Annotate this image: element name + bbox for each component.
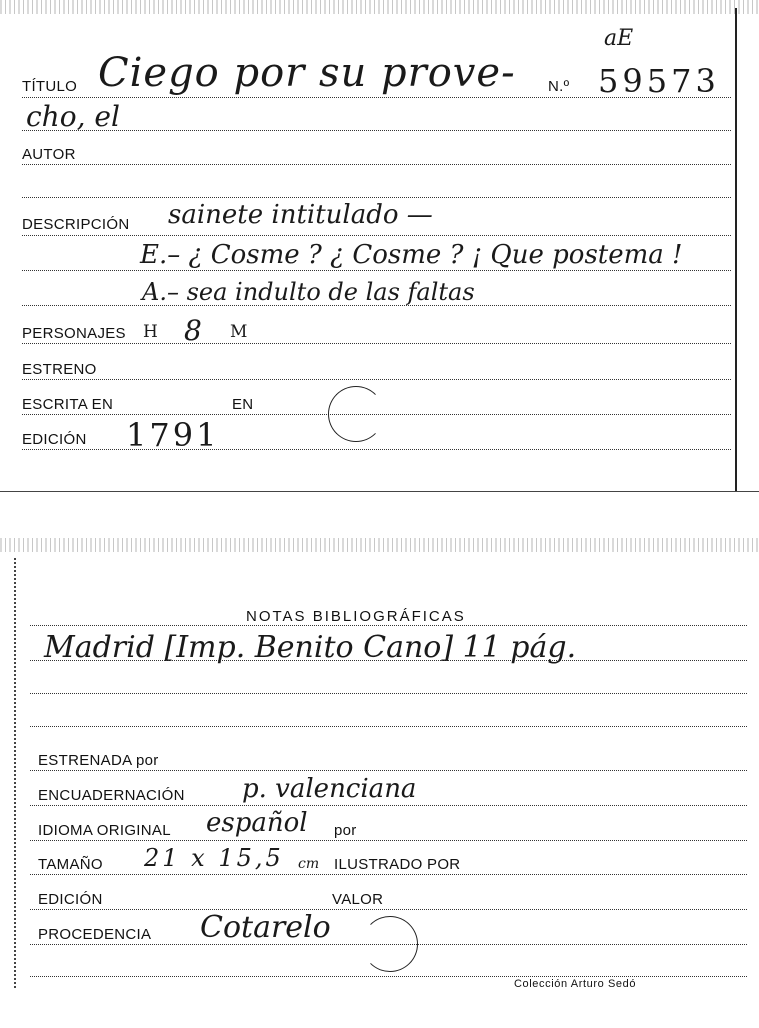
descripcion-value: sainete intitulado — xyxy=(168,200,433,230)
titulo-label: TÍTULO xyxy=(22,78,78,95)
titulo-value-cont: cho, el xyxy=(26,100,120,133)
notas-line xyxy=(30,625,747,626)
edicion-back-line xyxy=(30,909,747,910)
descripcion-line-2 xyxy=(22,270,731,271)
numero-value: 59573 xyxy=(598,62,720,100)
edicion-value: 1791 xyxy=(126,416,220,454)
notas-line-4 xyxy=(30,726,747,727)
collection-credit: Colección Arturo Sedó xyxy=(514,978,637,990)
ilustrado-label: ILUSTRADO POR xyxy=(334,856,461,873)
valor-label: VALOR xyxy=(332,891,384,908)
tamano-line xyxy=(30,874,747,875)
descripcion-explicit: A.– sea indulto de las faltas xyxy=(142,278,475,306)
notas-value: Madrid [Imp. Benito Cano] 11 pág. xyxy=(44,630,577,665)
edicion-label: EDICIÓN xyxy=(22,431,87,448)
punch-hole xyxy=(362,916,418,972)
titulo-value: Ciego por su prove- xyxy=(98,50,516,96)
notas-line-2 xyxy=(30,660,747,661)
edicion-line xyxy=(22,449,731,450)
catalog-card-back xyxy=(0,538,759,1028)
idioma-label: IDIOMA ORIGINAL xyxy=(38,822,171,839)
autor-line-2 xyxy=(22,197,731,198)
descripcion-line xyxy=(22,235,731,236)
notas-heading: NOTAS BIBLIOGRÁFICAS xyxy=(246,608,466,625)
descripcion-line-3 xyxy=(22,305,731,306)
encuadernacion-line xyxy=(30,805,747,806)
idioma-line xyxy=(30,840,747,841)
descripcion-incipit: E.– ¿ Cosme ? ¿ Cosme ? ¡ Que postema ! xyxy=(140,240,683,270)
personajes-label: PERSONAJES xyxy=(22,325,126,342)
descripcion-label: DESCRIPCIÓN xyxy=(22,216,130,233)
numero-label: N.º xyxy=(548,78,570,95)
tamano-unit: cm xyxy=(298,856,320,872)
punch-hole xyxy=(328,386,384,442)
procedencia-label: PROCEDENCIA xyxy=(38,926,152,943)
tamano-label: TAMAÑO xyxy=(38,856,103,873)
estreno-label: ESTRENO xyxy=(22,361,97,378)
personajes-h-value: 8 xyxy=(184,314,202,347)
escrita-en-label: ESCRITA EN xyxy=(22,396,114,413)
encuadernacion-value: p. valenciana xyxy=(242,774,417,804)
card-right-edge xyxy=(735,8,737,492)
card-top-edge xyxy=(0,538,759,552)
autor-line xyxy=(22,164,731,165)
procedencia-value: Cotarelo xyxy=(200,910,331,945)
estreno-line xyxy=(22,379,731,380)
edicion-back-label: EDICIÓN xyxy=(38,891,103,908)
estrenada-label: ESTRENADA por xyxy=(38,752,159,769)
titulo-line-2 xyxy=(22,130,731,131)
procedencia-line-2 xyxy=(30,976,747,977)
personajes-h-label: H xyxy=(143,322,158,342)
catalog-card-front xyxy=(0,0,759,492)
card-top-edge xyxy=(0,0,759,14)
notas-line-3 xyxy=(30,693,747,694)
corner-mark: aE xyxy=(604,26,634,51)
personajes-line xyxy=(22,343,731,344)
idioma-value: español xyxy=(206,808,308,838)
estrenada-line xyxy=(30,770,747,771)
tamano-value: 21 x 15,5 xyxy=(144,844,284,872)
idioma-por-label: por xyxy=(334,822,357,839)
en-label: EN xyxy=(232,396,254,413)
autor-label: AUTOR xyxy=(22,146,76,163)
card-divider xyxy=(0,491,759,492)
encuadernacion-label: ENCUADERNACIÓN xyxy=(38,787,185,804)
card-left-edge xyxy=(14,558,17,988)
personajes-m-label: M xyxy=(230,322,248,342)
